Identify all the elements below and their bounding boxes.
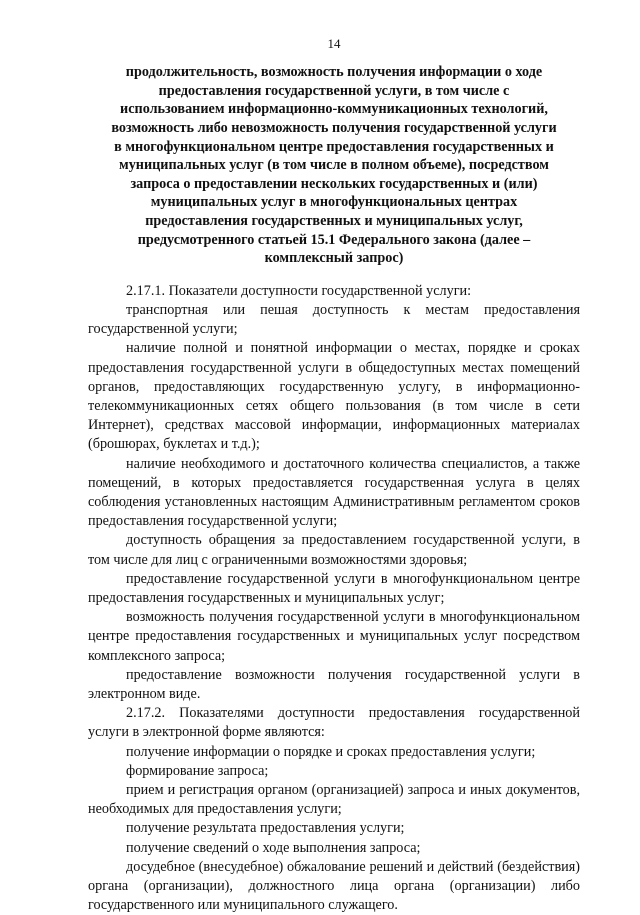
page-number: 14 (327, 36, 341, 51)
heading-line: использованием информационно-коммуникационных технологий, (120, 101, 548, 118)
heading-line: муниципальных услуг (в том числе в полном объеме), посредством (119, 157, 549, 174)
heading-line: запроса о предоставлении нескольких государственных и (или) (130, 175, 538, 192)
paragraph: прием и регистрация органом (организацией) запроса и иных документов, необходимых для предоставления услуги; (88, 782, 580, 818)
document-body (88, 282, 580, 915)
section-heading (88, 63, 580, 268)
paragraph: возможность получения государственной услуги в многофункциональном центре предоставления государственных и муниципальных услуг посредством комплексного запроса; (88, 609, 580, 664)
heading-line: комплексный запрос) (264, 250, 404, 267)
paragraph: получение сведений о ходе выполнения запроса; (126, 839, 421, 856)
paragraph: доступность обращения за предоставлением государственной услуги, в том числе для лиц с ограниченными возможностями здоровья; (88, 532, 580, 568)
paragraph: транспортная или пешая доступность к местам предоставления государственной услуги; (88, 301, 580, 338)
paragraph: формирование запроса; (126, 762, 269, 779)
heading-line: предусмотренного статьей 15.1 Федерального закона (далее – (137, 231, 531, 248)
paragraph: получение информации о порядке и сроках предоставления услуги; (126, 743, 536, 760)
heading-line: муниципальных услуг в многофункциональных центрах (150, 194, 518, 211)
paragraph-2-17-2-title: 2.17.2. Показателями доступности предоставления государственной услуги в электронной форме являются: (88, 705, 580, 741)
paragraph: досудебное (внесудебное) обжалование решений и действий (бездействия) органа (организации), должностного лица органа (организации) либо государственного или муниципального служащего. (88, 858, 580, 914)
heading-line: возможность либо невозможность получения государственной услуги (111, 119, 557, 136)
paragraph: предоставление возможности получения государственной услуги в электронном виде. (88, 666, 580, 702)
heading-line: продолжительность, возможность получения информации о ходе (125, 64, 543, 81)
paragraph: наличие полной и понятной информации о местах, порядке и сроках предоставления государственной услуги в общедоступных местах помещений органов, предоставляющих государственную услугу, в информационно-телекоммуникационных сетях общего пользования (в том числе в сети Интернет), средствах массовой информации, информационных материалах (брошюрах, буклетах и т.д.); (88, 340, 580, 453)
heading-line: предоставления государственных и муниципальных услуг, (145, 212, 523, 229)
heading-line: предоставления государственной услуги, в том числе с (158, 82, 510, 99)
paragraph: наличие необходимого и достаточного количества специалистов, а также помещений, в которых предоставляется государственная услуга в целях соблюдения установленных настоящим Административным регламентом сроков предоставления государственной услуги; (88, 455, 580, 530)
paragraph-2-17-1-title: 2.17.1. Показатели доступности государственной услуги: (126, 282, 472, 299)
heading-line: в многофункциональном центре предоставления государственных и (114, 138, 554, 155)
paragraph: получение результата предоставления услуги; (126, 820, 405, 837)
paragraph: предоставление государственной услуги в многофункциональном центре предоставления государственных и муниципальных услуг; (88, 570, 580, 606)
